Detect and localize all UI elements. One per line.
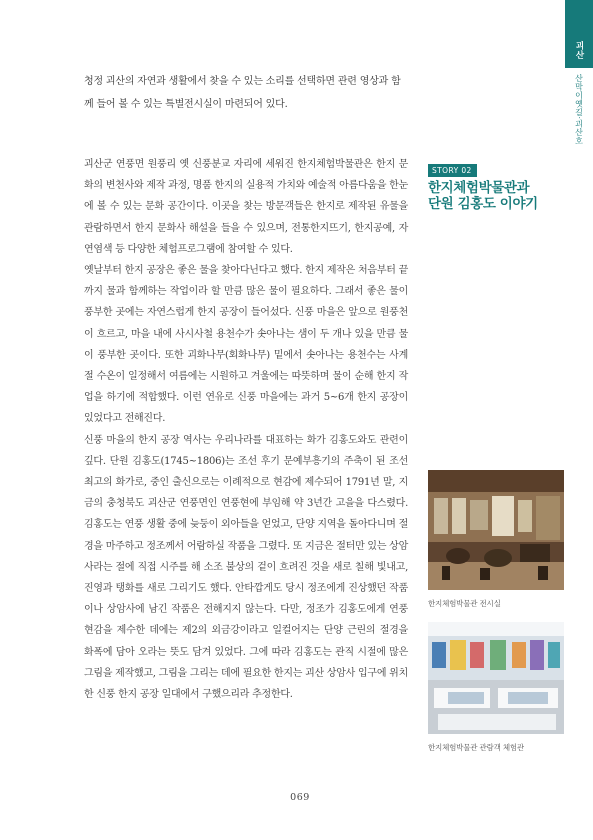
series-label: 산막이옛길·괴산호	[574, 74, 584, 146]
region-tab[interactable]	[565, 0, 593, 68]
story-title-line1: 한지체험박물관과	[428, 180, 530, 196]
story-badge: STORY 02	[428, 164, 477, 177]
paragraph-kimhongdo: 신풍 마을의 한지 공장 역사는 우리나라를 대표하는 화가 김홍도와도 관련이 깊다. 단원 김홍도(1745~1806)는 조선 후기 문예부흥기의 주축이 된 조선 최고의 화가로, 중인 출신으로는 이례적으로 현감에 제수되어 1791년 말, 지금의 충청북도 괴산군 연풍면인 연풍현에 부임해 약 3년간 고을을 다스렸다. 김홍도는 연풍 생활 중에 늦둥이 외아들을 얻었고, 단양 지역을 돌아다니며 절경을 마주하고 정조께서 어람하실 작품을 그렸다. 또 지금은 절터만 있는 상암사라는 절에 직접 시주를 해 소조 불상의 겉이 흐려진 것을 새로 칠해 빛내고, 진영과 탱화를 새로 그리기도 했다. 안타깝게도 당시 정조에게 진상했던 작품이나 상암사에 남긴 작품은 전해지지 않는다. 다만, 정조가 김홍도에게 연풍 현감을 제수한 데에는 제2의 외금강이라고 일컬어지는 단양 근린의 절경을 화폭에 담아 오라는 뜻도 담겨 있었다. 그에 따라 김홍도는 관직 시절에 많은 그림을 제작했고, 그림을 그리는 데에 필요한 한지는 괴산 상암사 입구에 위치한 신풍 한지 공장 일대에서 구했으리라 추정한다.	[84, 434, 408, 701]
article-body	[84, 154, 408, 705]
story-title	[428, 180, 566, 212]
experience-hall-caption: 한지체험박물관 관람객 체험관	[428, 743, 524, 752]
exhibition-hall-illustration	[428, 470, 564, 590]
paragraph-water: 옛날부터 한지 공장은 좋은 물을 찾아다닌다고 했다. 한지 제작은 처음부터 끝까지 물과 함께하는 작업이라 할 만큼 많은 물이 필요하다. 그래서 좋은 물이 풍부한 곳에는 자연스럽게 한지 공장이 들어섰다. 신풍 마을은 앞으로 원풍천이 흐르고, 마을 내에 사시사철 용천수가 솟아나는 샘이 두 개나 있을 만큼 물이 풍부한 곳이다. 또한 괴화나무(회화나무) 밑에서 솟아나는 용천수는 사계절 수온이 일정해서 여름에는 시원하고 겨울에는 따뜻하며 물이 순해 한지 작업을 하기에 적합했다. 이런 연유로 신풍 마을에는 과거 5~6개 한지 공장이 있었다고 전해진다.	[84, 265, 408, 425]
paragraph-museum: 괴산군 연풍면 원풍리 옛 신풍분교 자리에 세워진 한지체험박물관은 한지 문화의 변천사와 제작 과정, 명품 한지의 실용적 가치와 예술적 아름다움을 한눈에 볼 수 있는 문화 공간이다. 이곳을 찾는 방문객들은 한지로 제작된 유물을 관람하면서 한지 문화사 해설을 들을 수 있으며, 전통한지뜨기, 한지공예, 자연염색 등 다양한 체험프로그램에 참여할 수 있다.	[84, 159, 408, 255]
exhibition-hall-photo	[428, 470, 564, 590]
intro-paragraph: 청정 괴산의 자연과 생활에서 찾을 수 있는 소리를 선택하면 관련 영상과 함께 들어 볼 수 있는 특별전시실이 마련되어 있다.	[84, 76, 401, 110]
experience-hall-photo	[428, 622, 564, 734]
story-title-line2: 단원 김홍도 이야기	[428, 196, 538, 212]
experience-hall-illustration	[428, 622, 564, 734]
series-tab	[565, 74, 593, 145]
side-tab	[565, 0, 593, 840]
exhibition-hall-caption: 한지체험박물관 전시실	[428, 599, 501, 608]
page-number: 069	[290, 792, 310, 803]
story-heading	[428, 158, 566, 212]
region-label: 괴산	[574, 41, 584, 60]
